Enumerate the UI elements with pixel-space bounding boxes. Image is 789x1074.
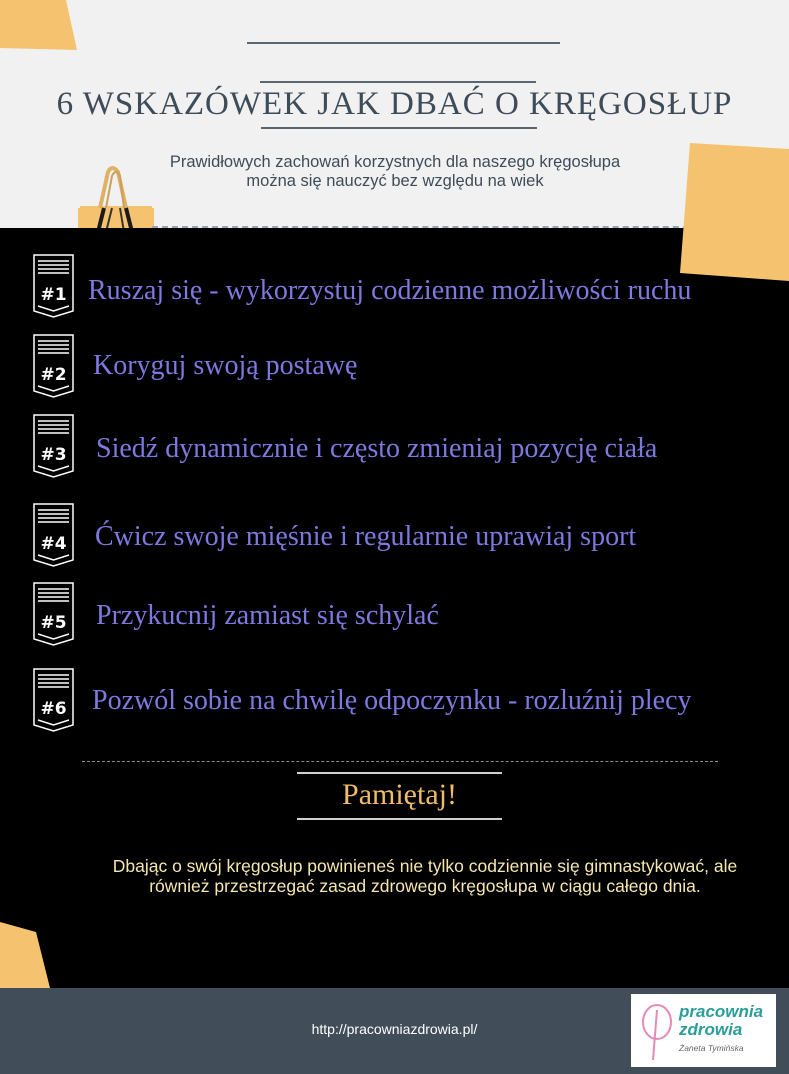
tip-number: #4 [40,534,67,554]
tip-number: #2 [40,365,67,385]
tip-badge-icon [33,503,74,567]
logo [631,994,776,1067]
header [0,0,789,228]
page-subtitle: Prawidłowych zachowań korzystnych dla naszego kręgosłupa można się nauczyć bez względu na wiek [169,153,621,190]
tip-text: Ruszaj się - wykorzystuj codzienne możliwości ruchu [88,275,692,306]
logo-subtext: Żaneta Tymińska [679,1043,744,1053]
binder-clip-icon [76,162,160,228]
corner-decoration-top-left [0,0,80,52]
tip-text: Koryguj swoją postawę [93,350,358,381]
remember-text: Dbając o swój kręgosłup powinieneś nie tylko codziennie się gimnastykować, ale również przestrzegać zasad zdrowego kręgosłupa w ciągu całego dnia. [112,856,738,896]
tip-number: #3 [40,445,67,465]
remember-line-bottom [297,818,502,820]
tip-number: #1 [40,285,67,305]
remember-line-top [297,772,502,774]
section-divider [82,761,718,762]
tip-badge-icon [33,414,74,478]
logo-text-line1: pracownia [679,1002,764,1021]
tip-number: #6 [40,699,67,719]
tip-badge-icon [33,334,74,398]
tip-badge-icon [33,668,74,732]
tip-badge-icon [33,582,74,646]
logo-text-line2: zdrowia [679,1020,743,1039]
corner-decoration-bottom-left [0,922,52,990]
tip-text: Ćwicz swoje mięśnie i regularnie uprawiaj sport [95,521,637,552]
footer [0,988,789,1074]
corner-decoration-top-right [680,143,789,283]
title-line-upper [260,81,536,83]
footer-url-link[interactable]: http://pracowniazdrowia.pl/ [311,1021,478,1037]
logo-symbol-icon [637,1000,677,1062]
page-title: 6 WSKAZÓWEK JAK DBAĆ O KRĘGOSŁUP [56,86,733,122]
tip-text: Pozwól sobie na chwilę odpoczynku - rozluźnij plecy [92,685,692,716]
title-line-lower [261,127,537,129]
title-line-top [247,42,560,44]
tip-text: Siedź dynamicznie i często zmieniaj pozycję ciała [96,433,658,464]
remember-heading: Pamiętaj! [342,778,457,811]
tip-text: Przykucnij zamiast się schylać [96,600,439,631]
tip-number: #5 [40,613,67,633]
tip-badge-icon [33,254,74,318]
